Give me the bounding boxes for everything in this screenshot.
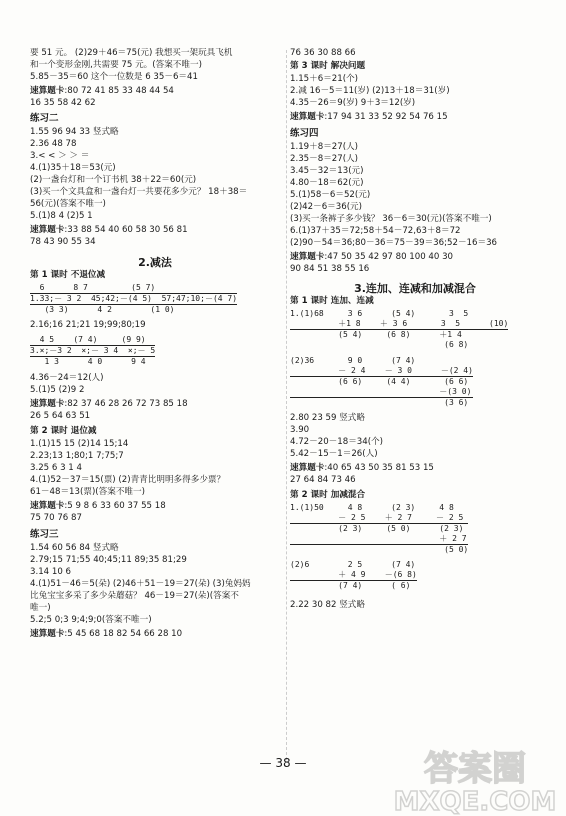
speed-card bbox=[30, 629, 182, 640]
speed-card-label: 速算题卡 bbox=[30, 399, 65, 409]
calc-line: (6 6) (4 4) (6 6) bbox=[290, 376, 473, 387]
lesson-title: 第 2 课时 加减混合 bbox=[290, 490, 366, 500]
answer-line: (2)90－54＝36;80－36＝75－39＝36;52－16＝36 bbox=[290, 238, 498, 248]
vertical-calc-block bbox=[290, 503, 468, 555]
speed-card-values: :40 65 43 50 35 81 53 15 bbox=[324, 463, 434, 473]
answer-line: 5.85－35＝60 这个一位数是 6 35－6＝41 bbox=[30, 72, 198, 82]
speed-card bbox=[290, 463, 434, 474]
calc-line: (5 4) (6 8) ＋1 4 bbox=[290, 329, 508, 340]
section-title: 2.减法 bbox=[138, 256, 172, 269]
answer-line: 4.80－18＝62(元) bbox=[290, 178, 364, 188]
speed-card-label: 速算题卡 bbox=[30, 629, 65, 639]
watermark-text: 答案圈 bbox=[424, 749, 526, 789]
vertical-calc-row bbox=[30, 335, 155, 367]
speed-card-values: 90 84 51 38 55 16 bbox=[290, 264, 370, 274]
answer-line: 3.25 6 3 1 4 bbox=[30, 463, 82, 473]
calc-mid: 3.×;－3 2 ×;－ 3 4 ×;－ 5 bbox=[30, 346, 156, 355]
answer-line: (3)买一个文具盒和一盏台灯一共要花多少元？ 18＋38＝ bbox=[30, 187, 248, 197]
answer-line: 3.90 bbox=[290, 425, 310, 435]
speed-card-values: 78 43 90 55 34 bbox=[30, 237, 96, 247]
calc-line: (2)36 9 0 (7 4) bbox=[290, 356, 416, 365]
answer-line: 比兔宝宝多采了多少朵蘑菇？ 46－19＝27(朵)(答案不 bbox=[30, 591, 239, 601]
answer-line: 5.2;5 0;3 9;4;9;0(答案不唯一) bbox=[30, 615, 152, 625]
answer-line: 56(元)(答案不唯一) bbox=[30, 199, 106, 209]
answer-line: 唯一) bbox=[30, 603, 51, 613]
answer-line: 2.16;16 21;21 19;99;80;19 bbox=[30, 320, 146, 330]
calc-line: (2 3) (5 0) (2 3) bbox=[290, 523, 468, 534]
vertical-calc-block bbox=[290, 309, 508, 350]
answer-line: (3)买一条裤子多少钱？ 36－6＝30(元)(答案不唯一) bbox=[290, 214, 492, 224]
speed-card-label: 速算题卡 bbox=[30, 225, 65, 235]
speed-card-values: 16 35 58 42 62 bbox=[30, 98, 96, 108]
speed-card bbox=[30, 86, 174, 97]
answer-line: 2.23;13 1;80;1 7;75;7 bbox=[30, 451, 124, 461]
answer-line: 2.80 23 59 竖式略 bbox=[290, 413, 365, 423]
speed-card-values: 75 70 76 87 bbox=[30, 513, 82, 523]
answer-line: 6.(1)37＋35＝72;58＋54－72,63＋8＝72 bbox=[290, 226, 461, 236]
answer-line: 2.79;15 71;55 40;45;11 89;35 81;29 bbox=[30, 555, 187, 565]
vertical-calc-block bbox=[290, 356, 473, 408]
answer-line: 要 51 元。 (2)29＋46＝75(元) 我想买一架玩具飞机 bbox=[30, 48, 233, 58]
speed-card-values: :80 72 41 85 33 48 44 54 bbox=[64, 86, 174, 96]
exercise-title: 练习三 bbox=[30, 529, 59, 540]
calc-mid: 1.33;－ 3 2 45;42;－(4 5) 57;47;10;－(4 7) bbox=[30, 294, 238, 303]
speed-card-values: 76 36 30 88 66 bbox=[290, 48, 356, 58]
calc-line: (7 4) ( 6) bbox=[290, 580, 417, 591]
lesson-title: 第 1 课时 不退位减 bbox=[30, 270, 106, 280]
answer-line: 4.35－26＝9(岁) 9＋3＝12(岁) bbox=[290, 98, 416, 108]
calc-line: ＋ 4 9 －(6 8) bbox=[290, 570, 417, 579]
answer-line: 1.55 96 94 33 竖式略 bbox=[30, 127, 119, 137]
calc-line: －(3 0) bbox=[290, 387, 472, 396]
answer-line: 4.36－24＝12(人) bbox=[30, 373, 104, 383]
lesson-title: 第 3 课时 解决问题 bbox=[290, 61, 366, 71]
speed-card-values: 26 5 64 63 51 bbox=[30, 411, 91, 421]
speed-card-values: 27 64 84 73 46 bbox=[290, 475, 356, 485]
speed-card-label: 速算题卡 bbox=[290, 112, 325, 122]
answer-line: 4.72－20－18＝34(个) bbox=[290, 437, 384, 447]
speed-card-values: :47 50 35 42 97 80 100 40 30 bbox=[324, 252, 454, 262]
calc-line: － 2 4 － 3 0 －(2 4) bbox=[290, 366, 473, 375]
lesson-title: 第 2 课时 退位减 bbox=[30, 426, 97, 436]
answer-line: 5.(1)8 4 (2)5 1 bbox=[30, 211, 93, 221]
speed-card-label: 速算题卡 bbox=[290, 252, 325, 262]
answer-line: 5.(1)58－6＝52(元) bbox=[290, 190, 371, 200]
answer-line: 5.(1)5 (2)9 2 bbox=[30, 385, 85, 395]
vertical-calc-block bbox=[290, 560, 417, 591]
calc-line: － 2 5 ＋ 2 7 － 2 5 bbox=[290, 513, 464, 522]
speed-card-label: 速算题卡 bbox=[290, 463, 325, 473]
calc-top: 4 5 (7 4) (9 9) bbox=[30, 335, 146, 344]
calc-line: 1.(1)50 4 8 (2 3) 4 8 bbox=[290, 503, 454, 512]
answer-line: 4.(1)51－46＝5(朵) (2)46＋51－19＝27(朵) (3)兔妈妈 bbox=[30, 579, 251, 589]
calc-line: (5 0) bbox=[290, 545, 469, 554]
speed-card-values: :33 88 54 40 60 58 30 56 81 bbox=[64, 225, 188, 235]
column-divider bbox=[286, 50, 287, 760]
watermark-logo bbox=[390, 742, 560, 816]
answer-line: 2.36 48 78 bbox=[30, 139, 77, 149]
answer-line: 1.(1)15 15 (2)14 15;14 bbox=[30, 439, 129, 449]
answer-line: 61－48＝13(票)(答案不唯一) bbox=[30, 487, 145, 497]
calc-line: ＋ 2 7 bbox=[290, 534, 467, 543]
answer-line: 4.(1)35＋18＝53(元) bbox=[30, 163, 116, 173]
calc-line: (3 6) bbox=[290, 397, 473, 408]
speed-card bbox=[290, 252, 453, 263]
speed-card-values: :5 45 68 18 82 54 66 28 10 bbox=[64, 629, 183, 639]
speed-card-label: 速算题卡 bbox=[30, 86, 65, 96]
answer-line: 1.54 60 56 84 竖式略 bbox=[30, 543, 119, 553]
speed-card-values: :5 9 8 6 33 60 37 55 18 bbox=[64, 501, 166, 511]
answer-line: 4.(1)52－37＝15(票) (2)青青比明明多得多少票？ bbox=[30, 475, 226, 485]
calc-bottom: 1 3 4 0 9 4 bbox=[30, 356, 155, 367]
calc-line: ＋1 8 ＋ 3 6 3 5 (10) bbox=[290, 319, 509, 328]
exercise-title: 练习二 bbox=[30, 113, 59, 124]
calc-bottom: (3 3) 4 2 (1 0) bbox=[30, 304, 237, 315]
speed-card-label: 速算题卡 bbox=[30, 501, 65, 511]
speed-card bbox=[30, 399, 188, 410]
answer-line: 3.14 10 6 bbox=[30, 567, 72, 577]
speed-card bbox=[30, 501, 166, 512]
calc-line: 1.(1)68 3 6 (5 4) 3 5 bbox=[290, 309, 469, 318]
answer-line: 2.35－8＝27(人) bbox=[290, 154, 359, 164]
answer-line: 1.19＋8＝27(人) bbox=[290, 142, 359, 152]
watermark-url: MXQE.COM bbox=[393, 787, 557, 816]
vertical-calc-row bbox=[30, 283, 237, 315]
lesson-title: 第 1 课时 连加、连减 bbox=[290, 296, 374, 306]
calc-top: 6 8 7 (5 7) bbox=[30, 283, 156, 292]
answer-line: 2.22 30 82 竖式略 bbox=[290, 600, 365, 610]
speed-card bbox=[290, 112, 448, 123]
answer-line: 和一个变形金刚,共需要 75 元。(答案不唯一) bbox=[30, 60, 202, 70]
answer-line: (2)一盏台灯和一个订书机 38＋22＝60(元) bbox=[30, 175, 197, 185]
answer-line: 3.45－32＝13(元) bbox=[290, 166, 364, 176]
answer-line: 1.15＋6＝21(个) bbox=[290, 74, 359, 84]
speed-card-values: :82 37 46 28 26 72 73 85 18 bbox=[64, 399, 188, 409]
speed-card bbox=[30, 225, 188, 236]
calc-line: (6 8) bbox=[290, 340, 469, 349]
exercise-title: 练习四 bbox=[290, 128, 319, 139]
answer-line: 3.< < ＞ ＞ ＝ bbox=[30, 151, 90, 161]
section-title: 3.连加、连减和加减混合 bbox=[354, 282, 476, 295]
answer-line: (2)42－6＝36(元) bbox=[290, 202, 362, 212]
speed-card-values: :17 94 31 33 52 92 54 76 15 bbox=[324, 112, 448, 122]
page-number: — 38 — bbox=[259, 756, 307, 770]
calc-line: (2)6 2 5 (7 4) bbox=[290, 560, 416, 569]
answer-line: 5.42－15－1＝26(人) bbox=[290, 449, 378, 459]
answer-line: 2.减 16－5＝11(岁) (2)13＋18＝31(岁) bbox=[290, 86, 450, 96]
